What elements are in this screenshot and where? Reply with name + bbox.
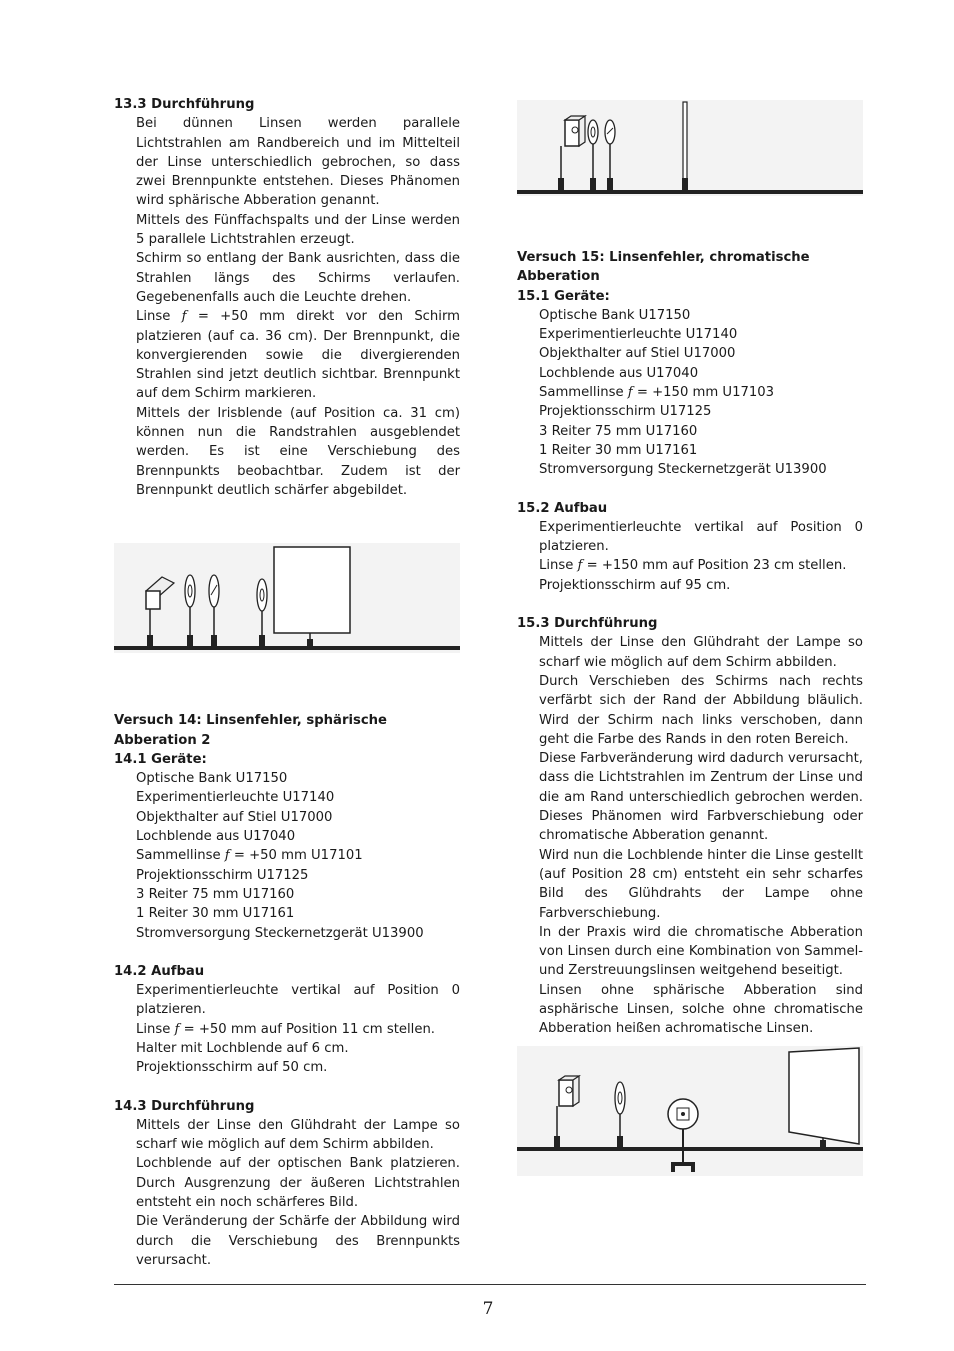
list-item: Optische Bank U17150 (539, 307, 691, 323)
section-15-1-heading: 15.1 Geräte: (517, 288, 610, 304)
list-item: 1 Reiter 30 mm U17161 (136, 906, 295, 922)
s13-3-paragraph: Linse f = +50 mm direkt vor den Schirm platzieren (auf ca. 36 cm). Der Brennpunkt, die konvergierenden sowie die divergierenden Strahlen sind jetzt deutlich sichtbar. Brennpunkt auf dem Schirm markieren. (136, 309, 460, 402)
list-item: Objekthalter auf Stiel U17000 (539, 346, 736, 362)
v14-durchfuehrung-paragraph: Die Veränderung der Schärfe der Abbildung wird durch die Verschiebung des Brennpunkts verursacht. (136, 1214, 460, 1268)
section-14-1-heading: 14.1 Geräte: (114, 751, 207, 767)
s13-3-paragraph: Mittels des Fünffachspalts und der Linse werden 5 parallele Lichtstrahlen erzeugt. (136, 212, 460, 248)
list-item: Optische Bank U17150 (136, 771, 288, 787)
optical-bench-illustration (517, 1046, 863, 1176)
figure-setup-v15 (517, 1046, 863, 1176)
versuch-15-title: Versuch 15: Linsenfehler, chromatische Abberation (517, 250, 810, 285)
v14-aufbau-line: Halter mit Lochblende auf 6 cm. (136, 1040, 349, 1056)
figure-setup-v14-top (517, 100, 863, 196)
v14-geraete-list (136, 769, 460, 943)
right-column (517, 248, 863, 1039)
v15-aufbau-line: Projektionsschirm auf 95 cm. (539, 577, 731, 593)
optical-bench-illustration (114, 543, 460, 653)
list-item: Stromversorgung Steckernetzgerät U13900 (136, 925, 424, 941)
footer-rule (114, 1284, 866, 1285)
v15-durchfuehrung-paragraph: In der Praxis wird die chromatische Abberation von Linsen durch eine Kombination von Sammel- und Zerstreuungslinsen weitgehend beseitigt. (539, 924, 863, 979)
section-15-3-heading: 15.3 Durchführung (517, 616, 658, 632)
list-item: Lochblende aus U17040 (136, 829, 296, 845)
figure-setup-s13 (114, 543, 460, 653)
list-item: Sammellinse f = +150 mm U17103 (539, 385, 775, 401)
versuch-14-title: Versuch 14: Linsenfehler, sphärische Abberation 2 (114, 713, 387, 748)
list-item: Experimentierleuchte U17140 (136, 790, 335, 806)
s13-3-paragraph: Mittels der Irisblende (auf Position ca. 31 cm) können nun die Randstrahlen ausgeblendet werden. Es ist eine Verschiebung des Brennpunkts beobachtbar. Zudem ist der Brennpunkt deutlich schärfer abgebildet. (136, 405, 460, 498)
left-column (114, 95, 460, 1270)
v15-aufbau-line: Experimentierleuchte vertikal auf Position 0 platzieren. (539, 519, 863, 555)
v14-aufbau-line: Experimentierleuchte vertikal auf Position 0 platzieren. (136, 983, 460, 1018)
v15-durchfuehrung-paragraph: Wird nun die Lochblende hinter die Linse gestellt (auf Position 28 cm) entsteht ein sehr scharfes Bild des Glühdrahts der Lampe ohne Farbverschiebung. (539, 847, 863, 921)
list-item: Projektionsschirm U17125 (539, 404, 712, 420)
v15-durchfuehrung-paragraph: Mittels der Linse den Glühdraht der Lampe so scharf wie möglich auf dem Schirm abbilden. (539, 635, 863, 670)
list-item: Experimentierleuchte U17140 (539, 327, 738, 343)
v15-durchfuehrung-paragraph: Diese Farbveränderung wird dadurch verursacht, dass die Lichtstrahlen im Zentrum der Linse und die am Rand unterschiedlich gebrochen werden. Dieses Phänomen wird Farbverschiebung oder chromatische Abberation genannt. (539, 751, 863, 844)
list-item: 3 Reiter 75 mm U17160 (539, 423, 698, 439)
list-item: Stromversorgung Steckernetzgerät U13900 (539, 462, 827, 478)
s13-3-paragraph: Schirm so entlang der Bank ausrichten, dass die Strahlen längs des Schirms verlaufen. Gegebenenfalls auch die Leuchte drehen. (136, 251, 460, 305)
v15-durchfuehrung-paragraph: Durch Verschieben des Schirms nach rechts verfärbt sich der Rand der Abbildung bläulich. Wird der Schirm nach links verschoben, dann geht die Farbe des Rands in den roten Bereich. (539, 673, 863, 747)
v14-durchfuehrung-paragraph: Mittels der Linse den Glühdraht der Lampe so scharf wie möglich auf dem Schirm abbilden. (136, 1117, 460, 1153)
list-item: 3 Reiter 75 mm U17160 (136, 886, 295, 902)
list-item: Sammellinse f = +50 mm U17101 (136, 848, 363, 864)
v15-durchfuehrung-paragraph: Linsen ohne sphärische Abberation sind asphärische Linsen, solche ohne chromatische Abberation heißen achromatische Linsen. (539, 982, 863, 1037)
v14-durchfuehrung-paragraph: Lochblende auf der optischen Bank platzieren. Durch Ausgrenzung der äußeren Lichtstrahlen entsteht ein noch schärferes Bild. (136, 1156, 460, 1211)
v15-aufbau-line: Linse f = +150 mm auf Position 23 cm stellen. (539, 558, 847, 574)
v15-geraete-list (539, 306, 863, 480)
optical-bench-illustration (517, 100, 863, 196)
s13-3-paragraph: Bei dünnen Linsen werden parallele Lichtstrahlen am Randbereich und im Mittelteil der Linse unterschiedlich gebrochen, so dass zwei Brennpunkte entstehen. Dieses Phänomen wird sphärische Abberation genannt. (136, 116, 460, 209)
list-item: 1 Reiter 30 mm U17161 (539, 442, 698, 458)
v14-aufbau-line: Projektionsschirm auf 50 cm. (136, 1060, 328, 1076)
page-number: 7 (482, 1299, 494, 1319)
section-15-2-heading: 15.2 Aufbau (517, 500, 608, 516)
list-item: Projektionsschirm U17125 (136, 867, 309, 883)
list-item: Objekthalter auf Stiel U17000 (136, 809, 333, 825)
section-14-3-heading: 14.3 Durchführung (114, 1098, 255, 1114)
list-item: Lochblende aus U17040 (539, 365, 699, 381)
v14-aufbau-line: Linse f = +50 mm auf Position 11 cm stellen. (136, 1021, 435, 1037)
section-13-3-heading: 13.3 Durchführung (114, 97, 255, 112)
section-14-2-heading: 14.2 Aufbau (114, 963, 205, 979)
